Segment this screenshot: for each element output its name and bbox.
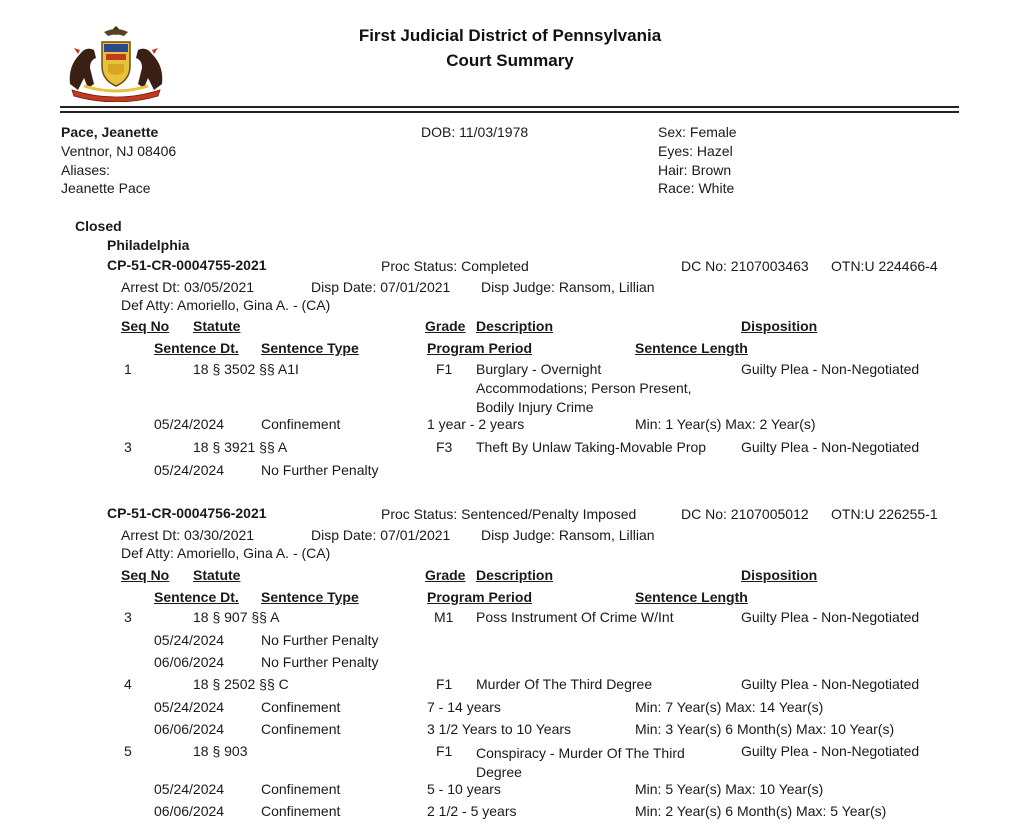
charge-description: Accommodations; Person Present, bbox=[476, 380, 692, 396]
charge-statute: 18 § 903 bbox=[193, 743, 248, 759]
charge-disposition: Guilty Plea - Non-Negotiated bbox=[741, 361, 920, 377]
hair: Hair: Brown bbox=[658, 162, 732, 178]
col-program-period: Program Period bbox=[427, 589, 533, 605]
program-period: 3 1/2 Years to 10 Years bbox=[427, 721, 572, 737]
charge-statute: 18 § 3502 §§ A1I bbox=[193, 361, 299, 377]
sentence-type: Confinement bbox=[261, 803, 341, 819]
sentence-date: 05/24/2024 bbox=[154, 632, 225, 648]
eyes: Eyes: Hazel bbox=[658, 143, 733, 159]
program-period: 2 1/2 - 5 years bbox=[427, 803, 517, 819]
charge-description: Degree bbox=[476, 764, 522, 780]
sentence-date: 05/24/2024 bbox=[154, 699, 225, 715]
sentence-date: 06/06/2024 bbox=[154, 803, 225, 819]
charge-description: Burglary - Overnight bbox=[476, 361, 602, 377]
col-sentence-type: Sentence Type bbox=[261, 589, 359, 605]
program-period: 7 - 14 years bbox=[427, 699, 501, 715]
charge-description: Murder Of The Third Degree bbox=[476, 676, 653, 692]
charge-description: Bodily Injury Crime bbox=[476, 399, 594, 415]
disposition-date: Disp Date: 07/01/2021 bbox=[311, 527, 451, 543]
charge-statute: 18 § 3921 §§ A bbox=[193, 439, 288, 455]
sentence-type: Confinement bbox=[261, 699, 341, 715]
col-sentence-length: Sentence Length bbox=[635, 589, 748, 605]
dob: DOB: 11/03/1978 bbox=[421, 124, 529, 140]
program-period: 5 - 10 years bbox=[427, 781, 501, 797]
disposition-judge: Disp Judge: Ransom, Lillian bbox=[481, 279, 655, 295]
sentence-length: Min: 1 Year(s) Max: 2 Year(s) bbox=[635, 416, 816, 432]
sentence-type: No Further Penalty bbox=[261, 632, 379, 648]
sentence-type: No Further Penalty bbox=[261, 462, 379, 478]
sentence-length: Min: 2 Year(s) 6 Month(s) Max: 5 Year(s) bbox=[635, 803, 887, 819]
arrest-date: Arrest Dt: 03/05/2021 bbox=[121, 279, 255, 295]
charge-description: Theft By Unlaw Taking-Movable Prop bbox=[476, 439, 707, 455]
charge-seq: 1 bbox=[124, 361, 132, 377]
sentence-date: 05/24/2024 bbox=[154, 462, 225, 478]
charge-grade: F3 bbox=[436, 439, 453, 455]
sentence-date: 06/06/2024 bbox=[154, 654, 225, 670]
col-grade: Grade bbox=[425, 567, 466, 583]
sentence-type: Confinement bbox=[261, 721, 341, 737]
col-description: Description bbox=[476, 318, 554, 334]
county-heading: Philadelphia bbox=[107, 237, 190, 253]
charge-grade: M1 bbox=[434, 609, 454, 625]
proc-status: Proc Status: Completed bbox=[381, 258, 529, 274]
defense-attorney: Def Atty: Amoriello, Gina A. - (CA) bbox=[121, 545, 331, 561]
charge-seq: 4 bbox=[124, 676, 132, 692]
col-seq-no: Seq No bbox=[121, 318, 170, 334]
otn-number: OTN:U 224466-4 bbox=[831, 258, 938, 274]
sentence-length: Min: 3 Year(s) 6 Month(s) Max: 10 Year(s) bbox=[635, 721, 895, 737]
defense-attorney: Def Atty: Amoriello, Gina A. - (CA) bbox=[121, 297, 331, 313]
document-title: First Judicial District of Pennsylvania bbox=[358, 26, 662, 45]
header-rule-bottom bbox=[60, 111, 959, 113]
sentence-date: 06/06/2024 bbox=[154, 721, 225, 737]
sentence-length: Min: 7 Year(s) Max: 14 Year(s) bbox=[635, 699, 824, 715]
charge-grade: F1 bbox=[436, 676, 453, 692]
charge-disposition: Guilty Plea - Non-Negotiated bbox=[741, 743, 920, 759]
charge-disposition: Guilty Plea - Non-Negotiated bbox=[741, 439, 920, 455]
dc-number: DC No: 2107003463 bbox=[681, 258, 809, 274]
document-subtitle: Court Summary bbox=[446, 51, 574, 70]
charge-grade: F1 bbox=[436, 743, 453, 759]
col-disposition: Disposition bbox=[741, 567, 818, 583]
col-sentence-date: Sentence Dt. bbox=[154, 340, 239, 356]
charge-disposition: Guilty Plea - Non-Negotiated bbox=[741, 676, 920, 692]
case-docket-number: CP-51-CR-0004755-2021 bbox=[107, 257, 267, 273]
col-grade: Grade bbox=[425, 318, 466, 334]
disposition-judge: Disp Judge: Ransom, Lillian bbox=[481, 527, 655, 543]
charge-statute: 18 § 2502 §§ C bbox=[193, 676, 289, 692]
sentence-date: 05/24/2024 bbox=[154, 416, 225, 432]
race: Race: White bbox=[658, 180, 735, 196]
charge-grade: F1 bbox=[436, 361, 453, 377]
charge-disposition: Guilty Plea - Non-Negotiated bbox=[741, 609, 920, 625]
col-disposition: Disposition bbox=[741, 318, 818, 334]
charge-seq: 5 bbox=[124, 743, 132, 759]
col-sentence-length: Sentence Length bbox=[635, 340, 748, 356]
col-sentence-date: Sentence Dt. bbox=[154, 589, 239, 605]
sentence-date: 05/24/2024 bbox=[154, 781, 225, 797]
sentence-type: No Further Penalty bbox=[261, 654, 379, 670]
case-docket-number: CP-51-CR-0004756-2021 bbox=[107, 505, 267, 521]
charge-statute: 18 § 907 §§ A bbox=[193, 609, 280, 625]
col-description: Description bbox=[476, 567, 554, 583]
charge-seq: 3 bbox=[124, 609, 132, 625]
disposition-date: Disp Date: 07/01/2021 bbox=[311, 279, 451, 295]
sex: Sex: Female bbox=[658, 124, 737, 140]
defendant-name: Pace, Jeanette bbox=[61, 124, 159, 140]
charge-description: Conspiracy - Murder Of The Third bbox=[476, 745, 685, 761]
header-rule-top bbox=[60, 106, 959, 108]
dc-number: DC No: 2107005012 bbox=[681, 506, 809, 522]
program-period: 1 year - 2 years bbox=[427, 416, 525, 432]
sentence-length: Min: 5 Year(s) Max: 10 Year(s) bbox=[635, 781, 824, 797]
defendant-address: Ventnor, NJ 08406 bbox=[61, 143, 177, 159]
col-program-period: Program Period bbox=[427, 340, 533, 356]
charge-description: Poss Instrument Of Crime W/Int bbox=[476, 609, 674, 625]
arrest-date: Arrest Dt: 03/30/2021 bbox=[121, 527, 255, 543]
sentence-type: Confinement bbox=[261, 416, 341, 432]
charge-seq: 3 bbox=[124, 439, 132, 455]
sentence-type: Confinement bbox=[261, 781, 341, 797]
aliases-label: Aliases: bbox=[61, 162, 111, 178]
col-sentence-type: Sentence Type bbox=[261, 340, 359, 356]
col-statute: Statute bbox=[193, 567, 241, 583]
alias-entry: Jeanette Pace bbox=[61, 180, 151, 196]
proc-status: Proc Status: Sentenced/Penalty Imposed bbox=[381, 506, 637, 522]
case-status-heading: Closed bbox=[75, 218, 122, 234]
otn-number: OTN:U 226255-1 bbox=[831, 506, 938, 522]
col-seq-no: Seq No bbox=[121, 567, 170, 583]
col-statute: Statute bbox=[193, 318, 241, 334]
